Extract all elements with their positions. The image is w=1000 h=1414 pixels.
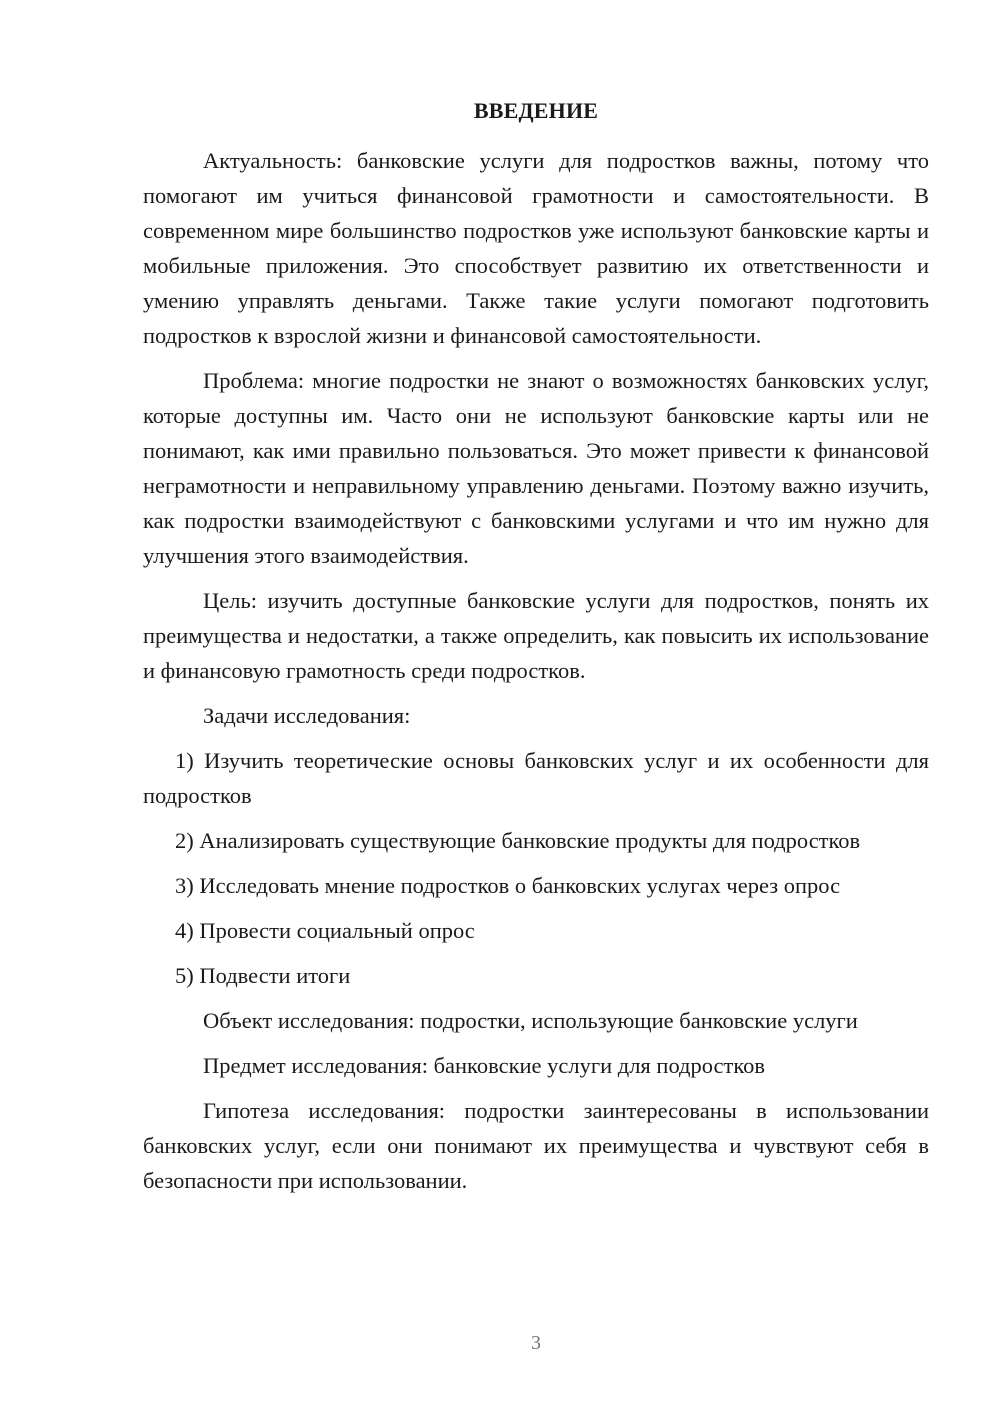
paragraph-goal: Цель: изучить доступные банковские услуги для подростков, понять их преимущества и недостатки, а также определить, как повысить их использование и финансовую грамотность среди подростков. [143, 588, 929, 683]
page-title: ВВЕДЕНИЕ [473, 98, 599, 123]
paragraph-relevance: Актуальность: банковские услуги для подростков важны, потому что помогают им учиться финансовой грамотности и самостоятельности. В современном мире большинство подростков уже используют банковские карты и мобильные приложения. Это способствует развитию их ответственности и умению управлять деньгами. Также такие услуги помогают подготовить подростков к взрослой жизни и финансовой самостоятельности. [143, 148, 929, 348]
paragraph-problem: Проблема: многие подростки не знают о возможностях банковских услуг, которые доступны им. Часто они не используют банковские карты или не понимают, как ими правильно пользоваться. Это может привести к финансовой неграмотности и неправильному управлению деньгами. Поэтому важно изучить, как подростки взаимодействуют с банковскими услугами и что им нужно для улучшения этого взаимодействия. [143, 368, 929, 568]
task-item-5: 5) Подвести итоги [175, 963, 351, 988]
task-item-3: 3) Исследовать мнение подростков о банковских услугах через опрос [175, 873, 841, 898]
document-body [143, 143, 929, 1198]
task-item-2: 2) Анализировать существующие банковские продукты для подростков [175, 828, 861, 853]
task-item-4: 4) Провести социальный опрос [175, 918, 475, 943]
page-number: 3 [531, 1332, 541, 1354]
research-subject: Предмет исследования: банковские услуги для подростков [203, 1053, 766, 1078]
tasks-heading: Задачи исследования: [203, 703, 411, 728]
research-hypothesis: Гипотеза исследования: подростки заинтересованы в использовании банковских услуг, если они понимают их преимущества и чувствуют себя в безопасности при использовании. [143, 1098, 929, 1193]
task-item-1: 1) Изучить теоретические основы банковских услуг и их особенности для подростков [143, 748, 929, 808]
research-object: Объект исследования: подростки, использующие банковские услуги [203, 1008, 858, 1033]
